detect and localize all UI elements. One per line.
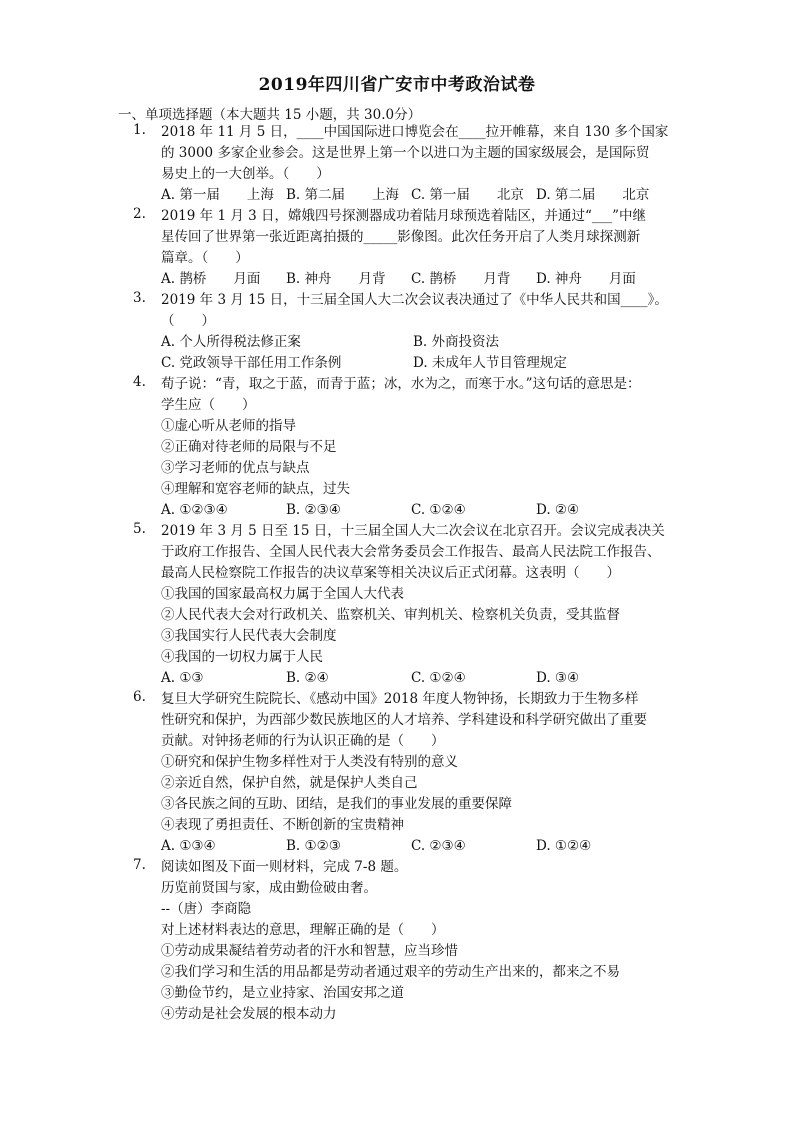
option-b[interactable]: B. ②③④: [286, 502, 341, 518]
question-text-line: 2019 年 3 月 5 日至 15 日，十三届全国人大二次会议在北京召开。会议完成表决关: [161, 523, 665, 539]
question-text-line: ③各民族之间的互助、团结，是我们的事业发展的重要保障: [161, 796, 512, 812]
option-a[interactable]: A. 个人所得税法修正案: [161, 334, 301, 350]
option-c[interactable]: C. 鹊桥 月背: [411, 271, 511, 287]
question-text-line: ③勤俭节约，是立业持家、治国安邦之道: [161, 985, 404, 1001]
question-text-line: 最高人民检察院工作报告的决议草案等相关决议后正式闭幕。这表明（ ）: [161, 565, 620, 581]
question-text-line: 于政府工作报告、全国人民代表大会常务委员会工作报告、最高人民法院工作报告、: [161, 544, 661, 560]
question-text-line: ①我国的国家最高权力属于全国人大代表: [161, 586, 404, 602]
question-number: 6.: [133, 689, 146, 705]
option-b[interactable]: B. 神舟 月背: [286, 271, 386, 287]
question-number: 3.: [133, 290, 146, 306]
question-list: [133, 122, 693, 1025]
question-text-line: 复旦大学研究生院院长、《感动中国》2018 年度人物钟扬，长期致力于生物多样: [161, 691, 639, 707]
question-text-line: ②正确对待老师的局限与不足: [161, 439, 337, 455]
option-d[interactable]: D. ②④: [536, 502, 580, 518]
question-6: [133, 689, 693, 857]
question-text-line: 学生应（ ）: [161, 397, 256, 413]
page-title: 2019年四川省广安市中考政治试卷: [258, 75, 536, 95]
question-text-line: 历览前贤国与家，成由勤俭破由奢。: [161, 880, 377, 896]
options-row: [161, 668, 693, 689]
question-text-line: ④劳动是社会发展的根本动力: [161, 1006, 337, 1022]
options-row: [161, 353, 693, 374]
option-c[interactable]: C. ②③④: [411, 838, 466, 854]
question-text-line: ④理解和宽容老师的缺点，过失: [161, 481, 350, 497]
option-c[interactable]: C. ①②④: [411, 502, 466, 518]
question-text-line: ②亲近自然，保护自然，就是保护人类自己: [161, 775, 418, 791]
question-number: 1.: [133, 122, 146, 138]
option-b[interactable]: B. 第二届 上海: [286, 187, 400, 203]
question-text-line: 贡献。对钟扬老师的行为认识正确的是（ ）: [161, 733, 445, 749]
question-text-line: ①劳动成果凝结着劳动者的汗水和智慧，应当珍惜: [161, 943, 458, 959]
question-text-line: 荀子说：“青，取之于蓝，而青于蓝；冰，水为之，而寒于水。”这句话的意思是：: [161, 376, 641, 392]
question-2: [133, 206, 693, 290]
question-text-line: （ ）: [161, 313, 215, 329]
option-d[interactable]: D. ①②④: [536, 838, 592, 854]
option-c[interactable]: C. 党政领导干部任用工作条例: [161, 355, 342, 371]
question-1: [133, 122, 693, 206]
question-text-line: ②人民代表大会对行政机关、监察机关、审判机关、检察机关负责，受其监督: [161, 607, 620, 623]
question-text-line: 2018 年 11 月 5 日，____中国国际进口博览会在____拉开帷幕，来自 130 多个国家: [161, 124, 669, 140]
question-text-line: 阅读如图及下面一则材料，完成 7-8 题。: [161, 859, 408, 875]
question-text-line: ③学习老师的优点与缺点: [161, 460, 310, 476]
question-text-line: ③我国实行人民代表大会制度: [161, 628, 337, 644]
option-a[interactable]: A. 鹊桥 月面: [161, 271, 261, 287]
question-text-line: 对上述材料表达的意思，理解正确的是（ ）: [161, 922, 445, 938]
option-b[interactable]: B. ①②③: [286, 838, 341, 854]
question-text-line: 篇章。（ ）: [161, 250, 249, 266]
question-text-line: ②我们学习和生活的用品都是劳动者通过艰辛的劳动生产出来的，都来之不易: [161, 964, 620, 980]
question-text-line: ①虚心听从老师的指导: [161, 418, 296, 434]
option-c[interactable]: C. 第一届 北京: [411, 187, 524, 203]
question-text-line: ④表现了勇担责任、不断创新的宝贵精神: [161, 817, 404, 833]
question-number: 4.: [133, 374, 146, 390]
options-row: [161, 836, 693, 857]
question-7: [133, 857, 693, 1025]
question-text-line: 2019 年 3 月 15 日，十三届全国人大二次会议表决通过了《中华人民共和国____》。: [161, 292, 668, 308]
options-row: [161, 332, 693, 353]
question-text-line: 易史上的一大创举。（ ）: [161, 166, 330, 182]
options-row: [161, 269, 693, 290]
option-a[interactable]: A. 第一届 上海: [161, 187, 274, 203]
question-text-line: --（唐）李商隐: [161, 901, 252, 917]
option-a[interactable]: A. ①③④: [161, 838, 216, 854]
options-row: [161, 500, 693, 521]
question-text-line: ④我国的一切权力属于人民: [161, 649, 323, 665]
question-text-line: 2019 年 1 月 3 日，嫦娥四号探测器成功着陆月球预选着陆区，并通过“___”中继: [161, 208, 647, 224]
question-text-line: 的 3000 多家企业参会。这是世界上第一个以进口为主题的国家级展会，是国际贸: [161, 145, 650, 161]
question-text-line: 性研究和保护，为西部少数民族地区的人才培养、学科建设和科学研究做出了重要: [161, 712, 647, 728]
option-a[interactable]: A. ①②③④: [161, 502, 228, 518]
option-c[interactable]: C. ①②④: [411, 670, 466, 686]
question-5: [133, 521, 693, 689]
question-3: [133, 290, 693, 374]
question-number: 7.: [133, 857, 146, 873]
options-row: [161, 185, 693, 206]
question-4: [133, 374, 693, 521]
option-b[interactable]: B. 外商投资法: [413, 334, 500, 350]
option-b[interactable]: B. ②④: [286, 670, 329, 686]
section-heading: 一、单项选择题（本大题共 15 小题，共 30.0分）: [118, 107, 422, 123]
question-number: 5.: [133, 521, 146, 537]
question-number: 2.: [133, 206, 146, 222]
option-d[interactable]: D. 未成年人节目管理规定: [413, 355, 567, 371]
question-text-line: ①研究和保护生物多样性对于人类没有特别的意义: [161, 754, 458, 770]
option-d[interactable]: D. 第二届 北京: [536, 187, 650, 203]
option-d[interactable]: D. 神舟 月面: [536, 271, 636, 287]
option-a[interactable]: A. ①③: [161, 670, 204, 686]
option-d[interactable]: D. ③④: [536, 670, 580, 686]
question-text-line: 星传回了世界第一张近距离拍摄的_____影像图。此次任务开启了人类月球探测新: [161, 229, 641, 245]
